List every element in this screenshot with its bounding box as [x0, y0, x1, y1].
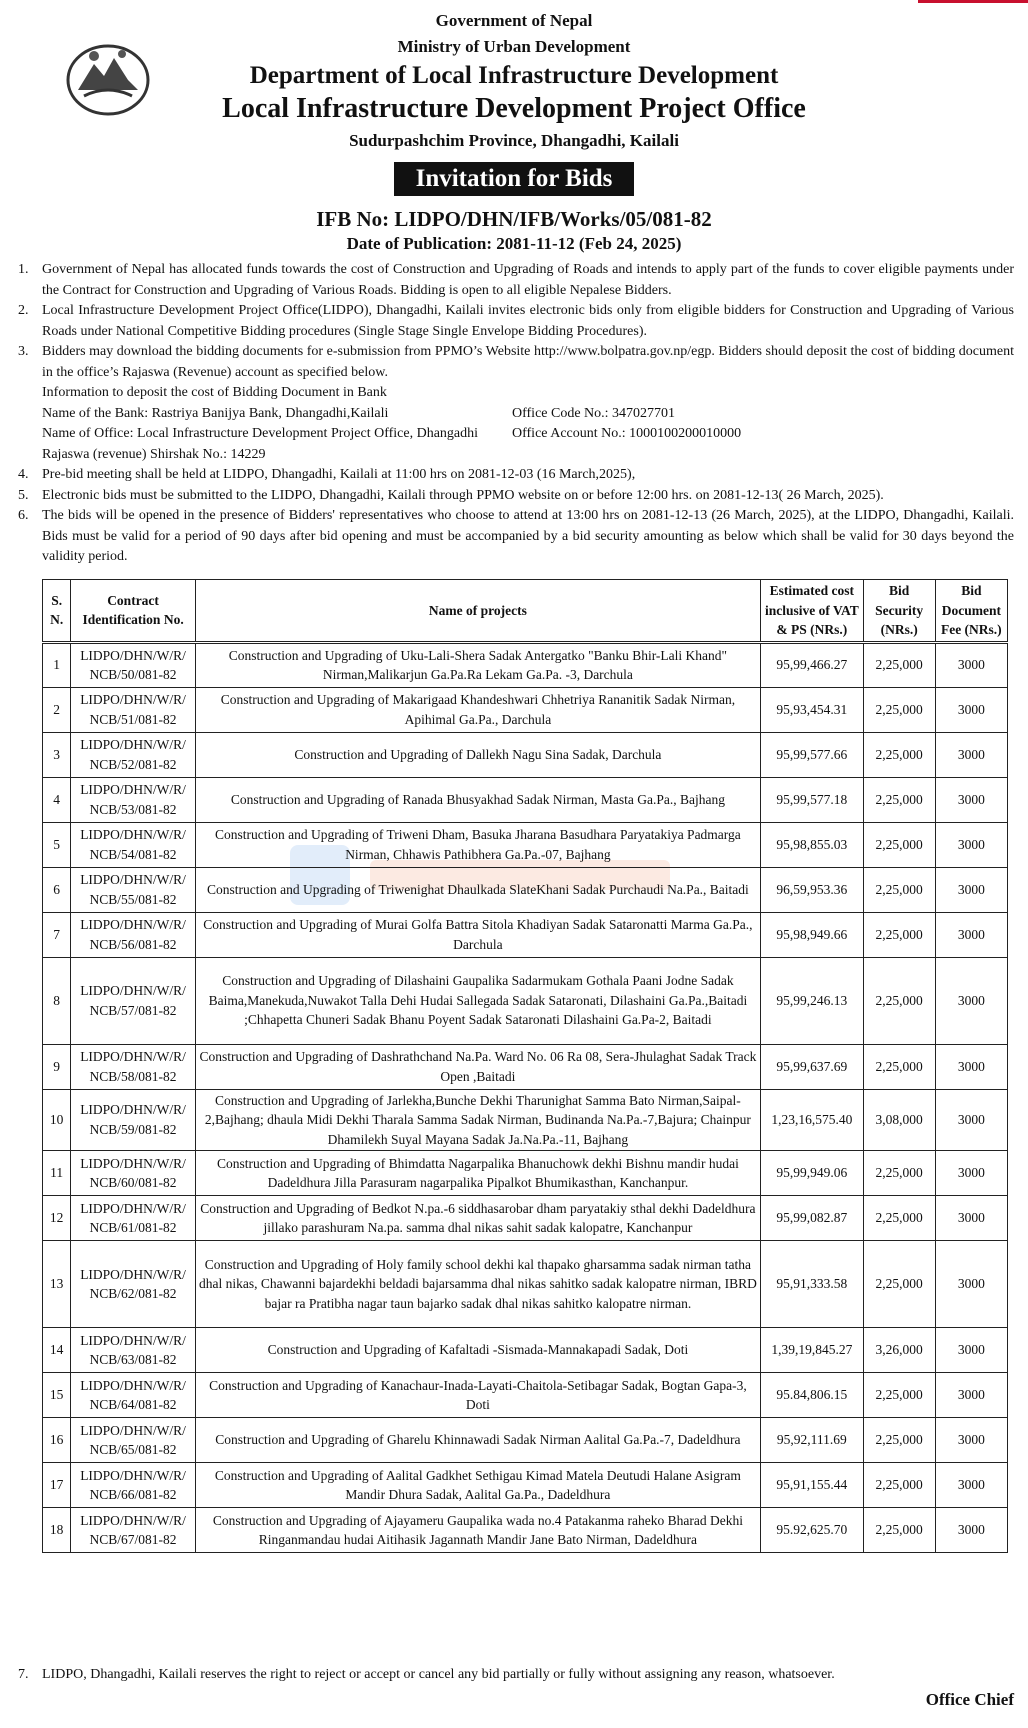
- cell-document-fee: 3000: [935, 1418, 1007, 1463]
- cell-project-name: Construction and Upgrading of Gharelu Khinnawadi Sadak Nirman Aalital Ga.Pa.-7, Dadeldhura: [195, 1418, 760, 1463]
- cell-bid-security: 2,25,000: [863, 687, 935, 732]
- government-name: Government of Nepal: [435, 11, 593, 30]
- cell-contract-id: LIDPO/DHN/W/R/ NCB/62/081-82: [71, 1241, 195, 1328]
- column-header-contract: Contract Identification No.: [71, 580, 195, 643]
- cell-document-fee: 3000: [935, 1089, 1007, 1151]
- cell-document-fee: 3000: [935, 1373, 1007, 1418]
- column-header-fee: Bid Document Fee (NRs.): [935, 580, 1007, 643]
- cell-sn: 10: [43, 1089, 71, 1151]
- cell-document-fee: 3000: [935, 822, 1007, 867]
- table-row: [43, 1418, 1008, 1463]
- table-row: [43, 732, 1008, 777]
- cell-contract-id: LIDPO/DHN/W/R/ NCB/56/081-82: [71, 912, 195, 957]
- cell-estimated-cost: 1,39,19,845.27: [761, 1328, 864, 1373]
- cell-project-name: Construction and Upgrading of Makarigaad Khandeshwari Chhetriya Rananitik Sadak Nirman, Apihimal Ga.Pa., Darchula: [195, 687, 760, 732]
- cell-contract-id: LIDPO/DHN/W/R/ NCB/55/081-82: [71, 867, 195, 912]
- paragraph-number: 1.: [18, 262, 29, 277]
- cell-project-name: Construction and Upgrading of Dallekh Nagu Sina Sadak, Darchula: [195, 732, 760, 777]
- publication-date: Date of Publication: 2081-11-12 (Feb 24, 2025): [346, 234, 682, 253]
- cell-bid-security: 2,25,000: [863, 1373, 935, 1418]
- office-name: Local Infrastructure Development Project Office: [222, 93, 806, 124]
- cell-bid-security: 3,08,000: [863, 1089, 935, 1151]
- paragraph-5: [18, 486, 1014, 507]
- cell-contract-id: LIDPO/DHN/W/R/ NCB/60/081-82: [71, 1151, 195, 1196]
- cell-document-fee: 3000: [935, 642, 1007, 687]
- cell-contract-id: LIDPO/DHN/W/R/ NCB/59/081-82: [71, 1089, 195, 1151]
- table-row: [43, 1463, 1008, 1508]
- table-row: [43, 1241, 1008, 1328]
- cell-bid-security: 2,25,000: [863, 867, 935, 912]
- cell-sn: 9: [43, 1044, 71, 1089]
- paragraph-number: 6.: [18, 508, 29, 523]
- cell-bid-security: 2,25,000: [863, 732, 935, 777]
- cell-project-name: Construction and Upgrading of Triwenighat Dhaulkada SlateKhani Sadak Purchaudi Na.Pa., Baitadi: [195, 867, 760, 912]
- cell-sn: 3: [43, 732, 71, 777]
- cell-contract-id: LIDPO/DHN/W/R/ NCB/61/081-82: [71, 1196, 195, 1241]
- paragraph-text: LIDPO, Dhangadhi, Kailali reserves the right to reject or accept or cancel any bid partially or fully without assigning any reason, whatsoever.: [42, 1667, 835, 1682]
- paragraph-6: [18, 506, 1014, 568]
- cell-contract-id: LIDPO/DHN/W/R/ NCB/53/081-82: [71, 777, 195, 822]
- cell-document-fee: 3000: [935, 1196, 1007, 1241]
- paragraph-number: 3.: [18, 344, 29, 359]
- cell-document-fee: 3000: [935, 912, 1007, 957]
- cell-sn: 7: [43, 912, 71, 957]
- cell-sn: 2: [43, 687, 71, 732]
- cell-estimated-cost: 95,93,454.31: [761, 687, 864, 732]
- ifb-number: IFB No: LIDPO/DHN/IFB/Works/05/081-82: [316, 207, 712, 231]
- cell-sn: 11: [43, 1151, 71, 1196]
- cell-bid-security: 2,25,000: [863, 1151, 935, 1196]
- column-header-sn: S. N.: [43, 580, 71, 643]
- table-row: [43, 1373, 1008, 1418]
- cell-estimated-cost: 95,99,082.87: [761, 1196, 864, 1241]
- table-row: [43, 822, 1008, 867]
- table-row: [43, 1196, 1008, 1241]
- paragraph-3: [18, 342, 1014, 465]
- cell-sn: 18: [43, 1508, 71, 1553]
- cell-estimated-cost: 95,91,155.44: [761, 1463, 864, 1508]
- paragraph-text: Government of Nepal has allocated funds towards the cost of Construction and Upgrading of Roads and intends to apply part of the funds to cover eligible payments under the Contract for Construction and Upgrading of Various Roads. Bidding is open to all eligible Nepalese Bidders.: [42, 262, 1014, 298]
- cell-contract-id: LIDPO/DHN/W/R/ NCB/50/081-82: [71, 642, 195, 687]
- ministry-name: Ministry of Urban Development: [397, 37, 631, 56]
- table-row: [43, 1508, 1008, 1553]
- table-row: [43, 1328, 1008, 1373]
- cell-estimated-cost: 95.84,806.15: [761, 1373, 864, 1418]
- cell-project-name: Construction and Upgrading of Jarlekha,Bunche Dekhi Tharunighat Samma Bato Nirman,Saipal-2,Bajhang; dhaula Midi Dekhi Tharala Samma Sadak Nirman, Budinanda Na.Pa.-7,Bajura; Chainpur Dhamilekh Suyal Mayana Sadak Ja.Na.Pa.-11, Bajhang: [195, 1089, 760, 1151]
- cell-document-fee: 3000: [935, 1044, 1007, 1089]
- cell-estimated-cost: 95,98,855.03: [761, 822, 864, 867]
- bank-info-heading: Information to deposit the cost of Bidding Document in Bank: [42, 385, 387, 400]
- cell-project-name: Construction and Upgrading of Dilashaini Gaupalika Sadarmukam Gothala Paani Jodne Sadak Baima,Manekuda,Nuwakot Talla Dehi Hudai Sallegada Sadak Sataronati, Dilashaini Ga.Pa.,Baitadi ;Chhapetta Chuneri Sadak Bhanu Poyent Sadak Sataronati Dilashaini Ga.Pa-2, Baitadi: [195, 957, 760, 1044]
- cell-document-fee: 3000: [935, 957, 1007, 1044]
- office-account-number: Office Account No.: 1000100200010000: [512, 426, 742, 441]
- cell-contract-id: LIDPO/DHN/W/R/ NCB/57/081-82: [71, 957, 195, 1044]
- cell-contract-id: LIDPO/DHN/W/R/ NCB/52/081-82: [71, 732, 195, 777]
- cell-estimated-cost: 95,91,333.58: [761, 1241, 864, 1328]
- cell-estimated-cost: 1,23,16,575.40: [761, 1089, 864, 1151]
- table-row: [43, 957, 1008, 1044]
- office-name-label: Name of Office: Local Infrastructure Development Project Office, Dhangadhi: [42, 426, 479, 441]
- table-row: [43, 777, 1008, 822]
- cell-sn: 14: [43, 1328, 71, 1373]
- cell-contract-id: LIDPO/DHN/W/R/ NCB/66/081-82: [71, 1463, 195, 1508]
- table-row: [43, 1151, 1008, 1196]
- paragraph-text: Pre-bid meeting shall be held at LIDPO, Dhangadhi, Kailali at 11:00 hrs on 2081-12-03 (16 March,2025),: [42, 467, 636, 482]
- paragraph-1: [18, 260, 1014, 301]
- cell-bid-security: 2,25,000: [863, 1463, 935, 1508]
- cell-contract-id: LIDPO/DHN/W/R/ NCB/51/081-82: [71, 687, 195, 732]
- paragraph-number: 4.: [18, 467, 29, 482]
- cell-project-name: Construction and Upgrading of Dashrathchand Na.Pa. Ward No. 06 Ra 08, Sera-Jhulaghat Sadak Track Open ,Baitadi: [195, 1044, 760, 1089]
- cell-contract-id: LIDPO/DHN/W/R/ NCB/58/081-82: [71, 1044, 195, 1089]
- cell-estimated-cost: 95,98,949.66: [761, 912, 864, 957]
- cell-bid-security: 2,25,000: [863, 912, 935, 957]
- department-name: Department of Local Infrastructure Development: [249, 62, 779, 89]
- cell-contract-id: LIDPO/DHN/W/R/ NCB/65/081-82: [71, 1418, 195, 1463]
- cell-project-name: Construction and Upgrading of Aalital Gadkhet Sethigau Kimad Matela Deutudi Halane Asigram Mandir Dhura Sadak, Aalital Ga.Pa., Dadeldhura: [195, 1463, 760, 1508]
- paragraph-number: 5.: [18, 487, 29, 503]
- cell-project-name: Construction and Upgrading of Triweni Dham, Basuka Jharana Basudhara Paryatakiya Padmarga Nirman, Chhawis Pathibhera Ga.Pa.-07, Bajhang: [195, 822, 760, 867]
- projects-table: [42, 579, 1008, 1553]
- table-row: [43, 1044, 1008, 1089]
- paragraph-2: [18, 301, 1014, 342]
- cell-sn: 12: [43, 1196, 71, 1241]
- cell-bid-security: 2,25,000: [863, 1196, 935, 1241]
- cell-sn: 4: [43, 777, 71, 822]
- table-header-row: [43, 580, 1008, 643]
- column-header-security: Bid Security (NRs.): [863, 580, 935, 643]
- cell-document-fee: 3000: [935, 1328, 1007, 1373]
- cell-project-name: Construction and Upgrading of Ranada Bhusyakhad Sadak Nirman, Masta Ga.Pa., Bajhang: [195, 777, 760, 822]
- cell-estimated-cost: 95.92,625.70: [761, 1508, 864, 1553]
- cell-contract-id: LIDPO/DHN/W/R/ NCB/54/081-82: [71, 822, 195, 867]
- notice-paragraphs: [18, 260, 1014, 568]
- signature-office-chief: Office Chief: [925, 1690, 1014, 1709]
- cell-estimated-cost: 96,59,953.36: [761, 867, 864, 912]
- cell-estimated-cost: 95,99,949.06: [761, 1151, 864, 1196]
- cell-bid-security: 3,26,000: [863, 1328, 935, 1373]
- cell-estimated-cost: 95,99,577.66: [761, 732, 864, 777]
- cell-bid-security: 2,25,000: [863, 822, 935, 867]
- table-row: [43, 867, 1008, 912]
- cell-bid-security: 2,25,000: [863, 1418, 935, 1463]
- paragraph-text: The bids will be opened in the presence of Bidders' representatives who choose to attend at 13:00 hrs on 2081-12-13 (26 March, 2025), at the LIDPO, Dhangadhi, Kailali. Bids must be valid for a period of 90 days after bid opening and must be accompanied by a bid security amounting as below which shall be valid for 30 days beyond the validity period.: [42, 508, 1014, 564]
- paragraph-text: Local Infrastructure Development Project Office(LIDPO), Dhangadhi, Kailali invites electronic bids only from eligible bidders for Construction and Upgrading of Various Roads under National Competitive Bidding procedures (Single Stage Single Envelope Bidding Procedures).: [42, 303, 1014, 339]
- rajaswa-shirshak: Rajaswa (revenue) Shirshak No.: 14229: [42, 446, 266, 462]
- cell-bid-security: 2,25,000: [863, 777, 935, 822]
- notice-title: Invitation for Bids: [394, 162, 635, 196]
- paragraph-4: [18, 465, 1014, 486]
- paragraph-number: 7.: [18, 1667, 29, 1682]
- cell-document-fee: 3000: [935, 1151, 1007, 1196]
- cell-bid-security: 2,25,000: [863, 1241, 935, 1328]
- cell-sn: 1: [43, 642, 71, 687]
- cell-bid-security: 2,25,000: [863, 957, 935, 1044]
- cell-contract-id: LIDPO/DHN/W/R/ NCB/67/081-82: [71, 1508, 195, 1553]
- cell-contract-id: LIDPO/DHN/W/R/ NCB/63/081-82: [71, 1328, 195, 1373]
- cell-project-name: Construction and Upgrading of Holy family school dekhi kal thapako gharsamma sadak nirman tatha dhal nikas, Chawanni bajardekhi beldadi bajarsamma dhal nikas sahitko sadak kalopatre nirman, IBRD bajar ra Pratibha nagar taun bajarko sadak dhal nikas sahitko kalopatre nirman.: [195, 1241, 760, 1328]
- cell-bid-security: 2,25,000: [863, 642, 935, 687]
- cell-project-name: Construction and Upgrading of Bedkot N.pa.-6 siddhasarobar dham paryatakiy sthal dekhi Dadeldhura jillako parashuram Na.pa. samma dhal nikas sahit sadak kalopatre, Kanchanpur: [195, 1196, 760, 1241]
- cell-project-name: Construction and Upgrading of Murai Golfa Battra Sitola Khadiyan Sadak Sataronatti Marma Ga.Pa., Darchula: [195, 912, 760, 957]
- cell-sn: 16: [43, 1418, 71, 1463]
- cell-estimated-cost: 95,99,246.13: [761, 957, 864, 1044]
- cell-bid-security: 2,25,000: [863, 1044, 935, 1089]
- table-row: [43, 912, 1008, 957]
- bank-name: Name of the Bank: Rastriya Banijya Bank, Dhangadhi,Kailali: [42, 405, 389, 421]
- cell-project-name: Construction and Upgrading of Kafaltadi -Sismada-Mannakapadi Sadak, Doti: [195, 1328, 760, 1373]
- cell-document-fee: 3000: [935, 777, 1007, 822]
- cell-contract-id: LIDPO/DHN/W/R/ NCB/64/081-82: [71, 1373, 195, 1418]
- paragraph-text: Bidders may download the bidding documents for e-submission from PPMO’s Website http://www.bolpatra.gov.np/egp. Bidders should deposit the cost of bidding document in the office’s Rajaswa (Revenue) account as specified below.: [42, 344, 1014, 380]
- cell-sn: 5: [43, 822, 71, 867]
- cell-estimated-cost: 95,92,111.69: [761, 1418, 864, 1463]
- office-code: Office Code No.: 347027701: [512, 405, 676, 421]
- top-accent-bar: [918, 0, 1028, 3]
- cell-sn: 6: [43, 867, 71, 912]
- cell-sn: 13: [43, 1241, 71, 1328]
- cell-estimated-cost: 95,99,466.27: [761, 642, 864, 687]
- table-row: [43, 687, 1008, 732]
- cell-estimated-cost: 95,99,637.69: [761, 1044, 864, 1089]
- cell-document-fee: 3000: [935, 1241, 1007, 1328]
- cell-project-name: Construction and Upgrading of Kanachaur-Inada-Layati-Chaitola-Setibagar Sadak, Bogtan Gapa-3, Doti: [195, 1373, 760, 1418]
- paragraph-number: 2.: [18, 303, 29, 318]
- cell-document-fee: 3000: [935, 867, 1007, 912]
- cell-bid-security: 2,25,000: [863, 1508, 935, 1553]
- paragraph-text: Electronic bids must be submitted to the LIDPO, Dhangadhi, Kailali through PPMO website on or before 12:00 hrs. on 2081-12-13( 26 March, 2025).: [42, 487, 884, 503]
- cell-project-name: Construction and Upgrading of Bhimdatta Nagarpalika Bhanuchowk dekhi Bishnu mandir hudai Dadeldhura Jilla Parasuram nagarpalika Pipalkot Bhumikasthan, Kanchanpur.: [195, 1151, 760, 1196]
- province-location: Sudurpashchim Province, Dhangadhi, Kailali: [349, 131, 679, 150]
- cell-document-fee: 3000: [935, 1508, 1007, 1553]
- cell-sn: 17: [43, 1463, 71, 1508]
- cell-sn: 15: [43, 1373, 71, 1418]
- column-header-cost: Estimated cost inclusive of VAT & PS (NRs.): [761, 580, 864, 643]
- document-header: [0, 8, 1028, 256]
- column-header-name: Name of projects: [195, 580, 760, 643]
- table-row: [43, 642, 1008, 687]
- cell-document-fee: 3000: [935, 732, 1007, 777]
- paragraph-7: [18, 1665, 1014, 1685]
- table-row: [43, 1089, 1008, 1151]
- cell-project-name: Construction and Upgrading of Ajayameru Gaupalika wada no.4 Patakanma raheko Bharad Dekhi Ringanmandau hudai Aitihasik Jagannath Mandir Jane Bato Nirman, Dadeldhura: [195, 1508, 760, 1553]
- cell-document-fee: 3000: [935, 687, 1007, 732]
- cell-project-name: Construction and Upgrading of Uku-Lali-Shera Sadak Antergatko "Banku Bhir-Lali Khand" Nirman,Malikarjun Ga.Pa.Ra Lekam Ga.Pa. -3, Darchula: [195, 642, 760, 687]
- cell-sn: 8: [43, 957, 71, 1044]
- cell-document-fee: 3000: [935, 1463, 1007, 1508]
- cell-estimated-cost: 95,99,577.18: [761, 777, 864, 822]
